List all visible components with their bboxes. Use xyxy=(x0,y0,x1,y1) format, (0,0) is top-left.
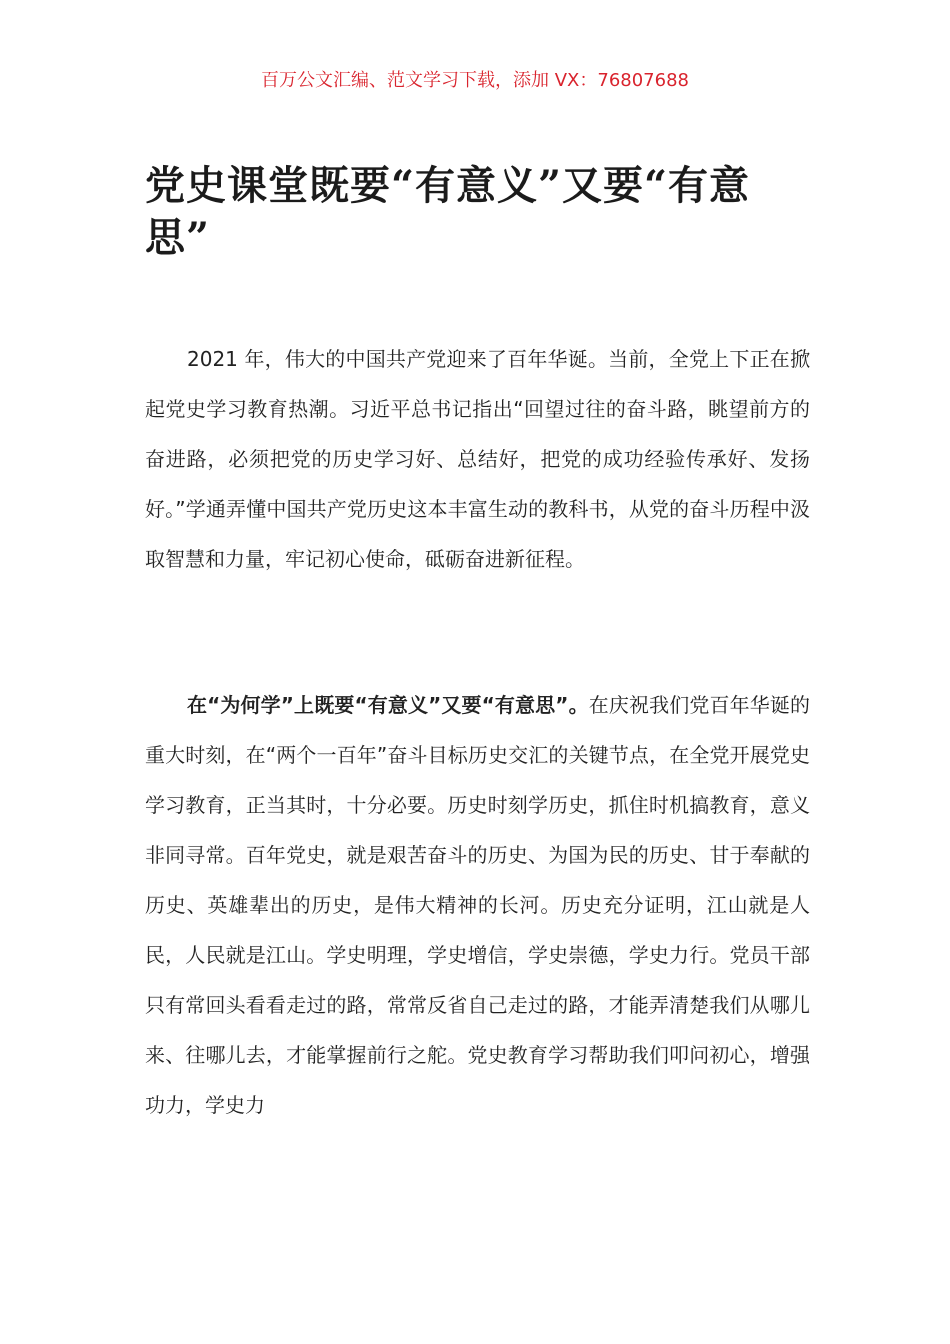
paragraph-bold-lead: 在“为何学”上既要“有意义”又要“有意思”。 xyxy=(187,693,589,717)
body-paragraph-2 xyxy=(145,680,810,1130)
body-paragraph-1 xyxy=(145,334,810,584)
paragraph-text: 2021 年，伟大的中国共产党迎来了百年华诞。当前，全党上下正在掀起党史学习教育热潮。习近平总书记指出“回望过往的奋斗路，眺望前方的奋进路，必须把党的历史学习好、总结好，把党的成功经验传承好、发扬好。”学通弄懂中国共产党历史这本丰富生动的教科书，从党的奋斗历程中汲取智慧和力量，牢记初心使命，砥砺奋进新征程。 xyxy=(145,347,810,571)
header-contact-note: 百万公文汇编、范文学习下载，添加 VX：76807688 xyxy=(261,70,689,91)
paragraph-content xyxy=(145,680,810,1130)
paragraph-text: 在庆祝我们党百年华诞的重大时刻，在“两个一百年”奋斗目标历史交汇的关键节点，在全党开展党史学习教育，正当其时，十分必要。历史时刻学历史，抓住时机搞教育，意义非同寻常。百年党史，就是艰苦奋斗的历史、为国为民的历史、甘于奉献的历史、英雄辈出的历史，是伟大精神的长河。历史充分证明，江山就是人民，人民就是江山。学史明理，学史增信，学史崇德，学史力行。党员干部只有常回头看看走过的路，常常反省自己走过的路，才能弄清楚我们从哪儿来、往哪儿去，才能掌握前行之舵。党史教育学习帮助我们叩问初心，增强功力，学史力 xyxy=(145,693,810,1117)
document-title: 党史课堂既要“有意义”又要“有意思” xyxy=(145,162,751,261)
